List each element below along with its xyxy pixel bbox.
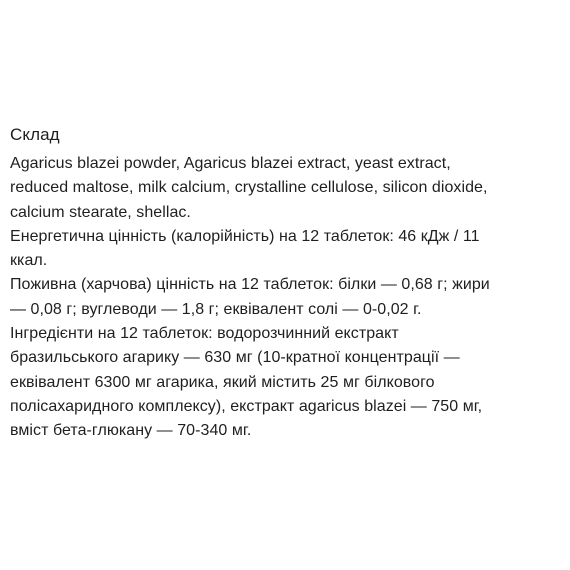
text-line: — 0,08 г; вуглеводи — 1,8 г; еквівалент солі — 0-0,02 г. [10,300,422,318]
text-line: Енергетична цінність (калорійність) на 12 таблеток: 46 кДж / 11 [10,227,480,245]
text-line: бразильського агарику — 630 мг (10-кратної концентрації — [10,349,460,367]
text-line: еквівалент 6300 мг агарика, який містить 25 мг білкового [10,373,435,391]
text-line: Інгредієнти на 12 таблеток: водорозчинний екстракт [10,325,399,343]
text-line: Поживна (харчова) цінність на 12 таблеток: білки — 0,68 г; жири [10,276,490,294]
text-line: ккал. [10,252,48,270]
text-line: Agaricus blazei powder, Agaricus blazei extract, yeast extract, [10,155,451,172]
composition-section [10,122,562,444]
section-heading: Склад [10,125,60,144]
text-line: полісахаридного комплексу), екстракт agaricus blazei — 750 мг, [10,397,483,415]
text-line: вміст бета-глюкану — 70-340 мг. [10,422,252,440]
text-line: reduced maltose, milk calcium, crystalline cellulose, silicon dioxide, [10,179,488,197]
text-line: calcium stearate, shellac. [10,203,191,221]
